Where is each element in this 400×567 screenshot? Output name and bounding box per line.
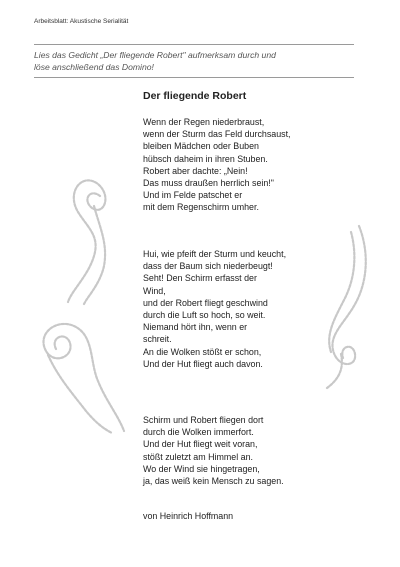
worksheet-header: Arbeitsblatt: Akustische Serialität [34, 18, 129, 25]
poem-line: mit dem Regenschirm umher. [143, 202, 259, 213]
poem-line: stößt zuletzt am Himmel an. [143, 451, 253, 462]
poem-line: An die Wolken stößt er schon, [143, 346, 262, 357]
poem-title: Der fliegende Robert [143, 90, 247, 102]
poem-author: von Heinrich Hoffmann [143, 511, 234, 521]
poem-line: wenn der Sturm das Feld durchsaust, [143, 129, 291, 140]
instruction-line: Lies das Gedicht „Der fliegende Robert" aufmerksam durch und [34, 50, 276, 60]
instruction-line: löse anschließend das Domino! [34, 61, 154, 72]
poem-line: hübsch daheim in ihren Stuben. [143, 153, 268, 164]
poem-line: Hui, wie pfeift der Sturm und keucht, [143, 249, 287, 259]
poem-stanza [143, 414, 284, 487]
poem-line: durch die Luft so hoch, so weit. [143, 310, 266, 321]
poem-line: Seht! Den Schirm erfasst der [143, 273, 257, 284]
poem-line: durch die Wolken immerfort. [143, 427, 254, 438]
poem-line: Und der Hut fliegt auch davon. [143, 358, 263, 369]
instruction-box [34, 44, 354, 78]
poem-line: schreit. [143, 334, 172, 345]
poem-line: Wenn der Regen niederbraust, [143, 117, 265, 127]
poem-stanza [143, 116, 291, 214]
poem-line: Robert aber dachte: „Nein! [143, 165, 248, 176]
poem-line: Wo der Wind sie hingetragen, [143, 463, 260, 474]
poem-line: und der Robert fliegt geschwind [143, 297, 268, 308]
poem-line: Das muss draußen herrlich sein!" [143, 178, 274, 189]
poem-line: Und im Felde patschet er [143, 190, 243, 201]
poem-line: bleiben Mädchen oder Buben [143, 141, 259, 152]
poem-line: dass der Baum sich niederbeugt! [143, 261, 273, 272]
poem-line: Schirm und Robert fliegen dort [143, 415, 264, 425]
poem-line: Wind, [143, 285, 166, 296]
poem-line: Und der Hut fliegt weit voran, [143, 439, 258, 450]
wind-swirl-icon [28, 315, 128, 435]
poem-stanza [143, 248, 286, 370]
wind-swirl-icon [60, 166, 130, 306]
poem-line: ja, das weiß kein Mensch zu sagen. [143, 476, 284, 487]
wind-swirl-icon [315, 222, 377, 392]
poem-line: Niemand hört ihn, wenn er [143, 322, 248, 333]
